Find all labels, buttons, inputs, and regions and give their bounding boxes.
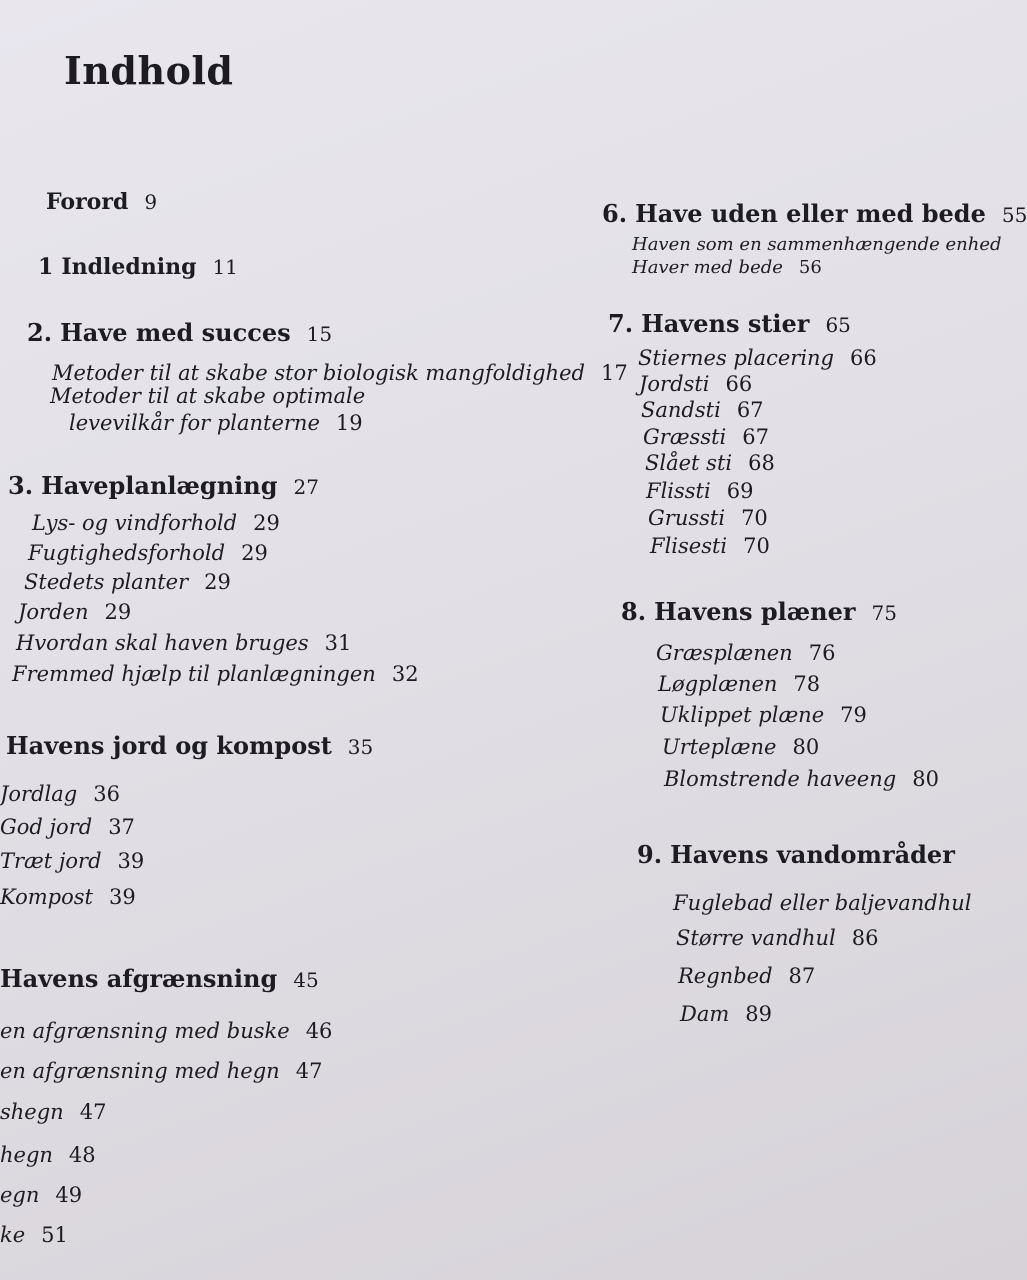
entry-label: Metoder til at skabe stor biologisk mangfoldighed	[52, 361, 585, 385]
entry-label: Haver med bede	[632, 257, 783, 278]
page-number: 67	[736, 398, 764, 422]
toc-section	[664, 769, 939, 790]
toc-section	[0, 1061, 322, 1082]
page-number: 47	[295, 1059, 323, 1083]
entry-label: Fremmed hjælp til planlægningen	[12, 662, 376, 686]
entry-label: Regnbed	[678, 964, 773, 988]
page-number: 29	[104, 600, 132, 624]
chapter-number: 1	[38, 254, 54, 280]
entry-label: Have uden eller med bede	[635, 199, 986, 228]
entry-label: Haveplanlægning	[41, 471, 278, 500]
toc-section	[69, 413, 363, 434]
entry-label: God jord	[0, 815, 93, 839]
toc-section	[660, 705, 867, 726]
toc-section	[680, 1004, 772, 1025]
toc-chapter	[637, 840, 955, 869]
page-number: 51	[41, 1223, 68, 1247]
entry-label: Sandsti	[641, 398, 721, 422]
entry-label: Fugtighedsforhold	[28, 541, 226, 565]
toc-section	[28, 543, 268, 564]
page-number: 48	[68, 1143, 96, 1167]
toc-section	[0, 1102, 106, 1123]
entry-label: en afgrænsning med buske	[0, 1019, 290, 1043]
chapter-number: 8.	[621, 597, 647, 626]
page-number: 46	[305, 1019, 333, 1043]
page-number: 80	[912, 767, 939, 791]
toc-chapter	[46, 191, 157, 213]
toc-section	[0, 851, 144, 872]
entry-label: Lys- og vindforhold	[32, 511, 238, 535]
page-number: 87	[788, 964, 816, 988]
page-number: 29	[241, 541, 268, 565]
entry-label: Stedets planter	[24, 570, 189, 594]
page-number: 11	[212, 255, 238, 279]
toc-chapter	[38, 256, 238, 278]
page-number: 27	[293, 475, 319, 499]
entry-label: Træt jord	[0, 849, 102, 873]
toc-chapter	[602, 199, 1027, 228]
toc-section	[646, 481, 753, 502]
entry-label: Græssti	[643, 425, 727, 449]
toc-section	[662, 737, 819, 758]
page-number: 55	[1001, 203, 1027, 227]
chapter-number: 9.	[637, 840, 663, 869]
toc-section	[0, 1225, 68, 1246]
page-number: 67	[742, 425, 769, 449]
chapter-number: 3.	[8, 471, 34, 500]
entry-label: Slået sti	[645, 451, 733, 475]
toc-section	[0, 1021, 332, 1042]
page-number: 66	[725, 372, 753, 396]
page-number: 76	[808, 641, 836, 665]
entry-label: Havens vandområder	[670, 840, 955, 869]
toc-chapter	[8, 471, 319, 500]
page-number: 35	[347, 735, 374, 759]
toc-section	[632, 236, 1002, 254]
page-number: 37	[108, 815, 135, 839]
toc-section	[0, 817, 135, 838]
toc-section	[643, 427, 769, 448]
toc-chapter	[621, 597, 897, 626]
entry-label: Jordlag	[0, 782, 78, 806]
entry-label: Kompost	[0, 885, 93, 909]
page-number: 15	[306, 322, 333, 346]
entry-label: en afgrænsning med hegn	[0, 1059, 280, 1083]
page-number: 9	[144, 190, 158, 214]
toc-section	[18, 602, 131, 623]
entry-label: egn	[0, 1183, 40, 1207]
entry-label: Urteplæne	[662, 735, 777, 759]
toc-section	[12, 664, 419, 685]
toc-section	[0, 1185, 82, 1206]
toc-section	[0, 784, 120, 805]
page-number: 78	[793, 672, 821, 696]
page-number: 29	[253, 511, 280, 535]
toc-chapter	[6, 731, 374, 760]
page-number: 19	[335, 411, 363, 435]
toc-section	[658, 674, 820, 695]
page-number: 31	[324, 631, 352, 655]
page-number: 47	[79, 1100, 107, 1124]
page-number: 17	[600, 361, 628, 385]
toc-chapter	[27, 318, 333, 347]
toc-section	[650, 536, 770, 557]
entry-label: levevilkår for planterne	[69, 411, 320, 435]
entry-label: hegn	[0, 1143, 53, 1167]
entry-label: Havens jord og kompost	[6, 731, 332, 760]
toc-section	[50, 386, 365, 407]
toc-section	[52, 363, 628, 384]
entry-label: Uklippet plæne	[660, 703, 825, 727]
toc-section	[24, 572, 231, 593]
page-number: 65	[825, 313, 851, 337]
page-number: 75	[871, 601, 897, 625]
entry-label: Havens plæner	[654, 597, 856, 626]
toc-section	[639, 374, 752, 395]
page-number: 49	[55, 1183, 83, 1207]
toc-section	[0, 1145, 96, 1166]
entry-label: Jorden	[18, 600, 89, 624]
toc-section	[645, 453, 775, 474]
toc-section	[641, 400, 764, 421]
page-number: 45	[293, 968, 319, 992]
entry-label: Flissti	[646, 479, 711, 503]
page-number: 39	[117, 849, 145, 873]
toc-section	[656, 643, 835, 664]
chapter-number: 7.	[608, 309, 634, 338]
entry-label: Jordsti	[639, 372, 710, 396]
toc-section	[678, 966, 815, 987]
page-number: 70	[743, 534, 770, 558]
entry-label: ke	[0, 1223, 26, 1247]
page-number: 29	[204, 570, 231, 594]
entry-label: Større vandhul	[676, 926, 836, 950]
page-number: 79	[840, 703, 867, 727]
toc-chapter	[0, 964, 319, 993]
entry-label: Dam	[680, 1002, 730, 1026]
entry-label: Fuglebad eller baljevandhul	[673, 891, 972, 915]
entry-label: Have med succes	[60, 318, 291, 347]
page-number: 68	[748, 451, 775, 475]
chapter-number: 2.	[27, 318, 53, 347]
toc-chapter	[608, 309, 851, 338]
entry-label: Forord	[46, 189, 129, 215]
entry-label: shegn	[0, 1100, 64, 1124]
page-number: 86	[851, 926, 879, 950]
entry-label: Metoder til at skabe optimale	[50, 384, 366, 408]
page-number: 56	[798, 257, 822, 278]
chapter-number: 6.	[602, 199, 628, 228]
toc-section	[32, 513, 280, 534]
entry-label: Flisesti	[650, 534, 728, 558]
entry-label: Hvordan skal haven bruges	[16, 631, 309, 655]
toc-section	[648, 508, 768, 529]
entry-label: Havens afgrænsning	[0, 964, 278, 993]
page-number: 89	[745, 1002, 773, 1026]
entry-label: Havens stier	[641, 309, 810, 338]
toc-section	[632, 259, 822, 277]
entry-label: Haven som en sammenhængende enhed	[632, 234, 1002, 255]
page-number: 32	[391, 662, 419, 686]
toc-section	[16, 633, 351, 654]
toc-section	[673, 893, 972, 914]
toc-section	[0, 887, 136, 908]
page-number: 80	[792, 735, 820, 759]
entry-label: Græsplænen	[656, 641, 793, 665]
page-number: 36	[93, 782, 120, 806]
entry-label: Blomstrende haveeng	[664, 767, 897, 791]
page-number: 39	[108, 885, 136, 909]
toc-section	[676, 928, 879, 949]
entry-label: Indledning	[61, 254, 197, 280]
page-number: 70	[741, 506, 768, 530]
entry-label: Løgplænen	[658, 672, 778, 696]
toc-section	[638, 348, 877, 369]
page-number: 66	[850, 346, 877, 370]
entry-label: Grussti	[648, 506, 726, 530]
entry-label: Stiernes placering	[638, 346, 835, 370]
page-title: Indhold	[64, 48, 234, 93]
page-number: 69	[726, 479, 754, 503]
